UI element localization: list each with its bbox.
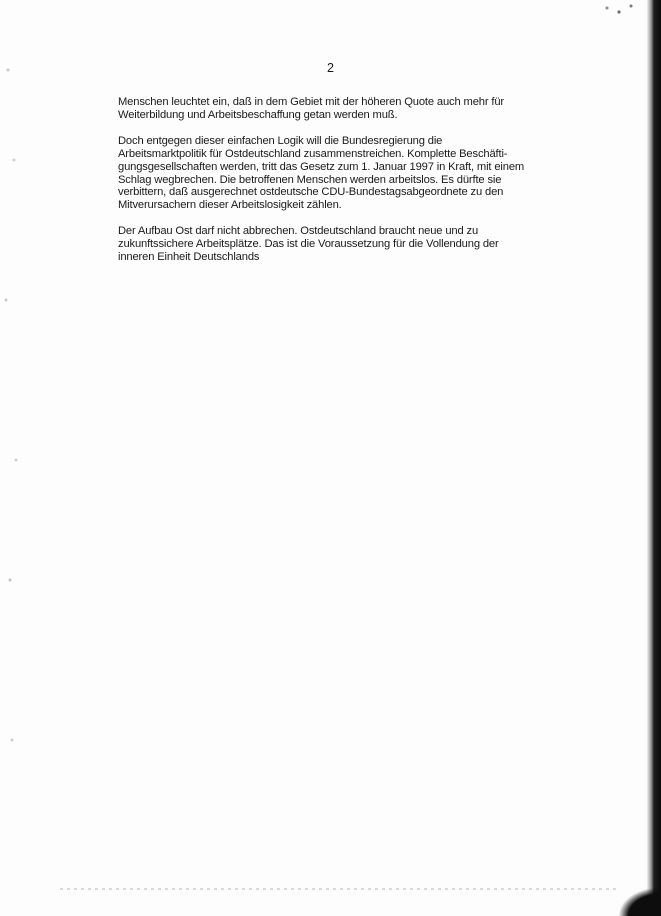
text-line: Der Aufbau Ost darf nicht abbrechen. Ostdeutschland braucht neue und zu (118, 225, 479, 238)
paragraph-2 (118, 135, 538, 212)
paragraph-3 (118, 225, 538, 264)
text-line: Arbeitsmarktpolitik für Ostdeutschland zusammenstreichen. Komplette Beschäfti- (118, 147, 508, 160)
text-line: inneren Einheit Deutschlands (118, 251, 260, 264)
text-line: verbittern, daß ausgerechnet ostdeutsche CDU-Bundestagsabgeordnete zu den (118, 186, 504, 199)
text-line: Mitverursachern dieser Arbeitslosigkeit zählen. (118, 199, 342, 212)
scan-noise-top-right (601, 0, 641, 20)
page-number: 2 (327, 61, 334, 75)
text-line: Weiterbildung und Arbeitsbeschaffung getan werden muß. (118, 108, 398, 121)
text-line: Menschen leuchtet ein, daß in dem Gebiet mit der höheren Quote auch mehr für (118, 96, 504, 108)
text-line: gungsgesellschaften werden, tritt das Gesetz zum 1. Januar 1997 in Kraft, mit einem (118, 160, 525, 173)
text-line: Schlag wegbrechen. Die betroffenen Menschen werden arbeitslos. Es dürfte sie (118, 173, 502, 186)
document-body (118, 96, 538, 277)
scan-noise-left (0, 40, 24, 900)
scan-binding-corner (611, 882, 661, 916)
text-line: zukunftssichere Arbeitsplätze. Das ist die Voraussetzung für die Vollendung der (118, 238, 499, 251)
scan-binding-edge (647, 0, 661, 916)
paragraph-1 (118, 96, 538, 122)
text-line: Doch entgegen dieser einfachen Logik will die Bundesregierung die (118, 134, 443, 147)
scan-noise-bottom (60, 888, 620, 890)
